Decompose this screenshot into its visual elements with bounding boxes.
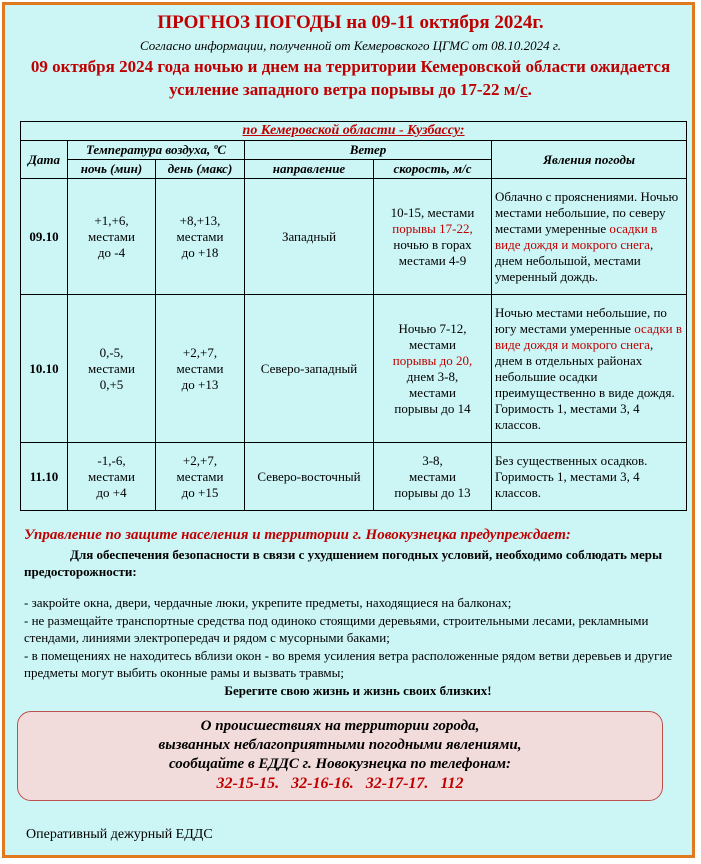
- row-day-temp: +2,+7, местами до +13: [156, 295, 245, 443]
- row-date: 11.10: [21, 443, 68, 511]
- alert-text: [0, 55, 701, 101]
- table-row: [21, 179, 687, 295]
- row-wind-direction: Северо-восточный: [245, 443, 374, 511]
- contact-line-1: О происшествиях на территории города,: [200, 718, 480, 734]
- row-night-temp: -1,-6, местами до +4: [68, 443, 156, 511]
- row-day-temp: +2,+7, местами до +15: [156, 443, 245, 511]
- row-night-temp: 0,-5, местами 0,+5: [68, 295, 156, 443]
- warning-section: [24, 527, 679, 580]
- header-day: день (макс): [156, 160, 245, 179]
- table-row: [21, 295, 687, 443]
- safety-list: [24, 594, 692, 699]
- header-wind: Ветер: [245, 141, 492, 160]
- row-wind-speed: Ночью 7-12, местами порывы до 20, днем 3-8, местами порывы до 14: [374, 295, 492, 443]
- table-caption: по Кемеровской области - Кузбассу:: [21, 122, 687, 141]
- row-day-temp: +8,+13, местами до +18: [156, 179, 245, 295]
- alert-line-2: усиление западного ветра порывы до 17-22 м/с.: [169, 80, 532, 99]
- warning-heading: Управление по защите населения и территории г. Новокузнецка предупреждает:: [24, 527, 571, 543]
- phone-numbers: 32-15-15. 32-16-16. 32-17-17. 112: [216, 775, 464, 792]
- page-title: ПРОГНОЗ ПОГОДЫ на 09-11 октября 2024г.: [157, 12, 544, 33]
- forecast-table: [20, 121, 687, 511]
- header-phenomena: Явления погоды: [492, 141, 687, 179]
- closing-line: Берегите свою жизнь и жизнь своих близких!: [224, 682, 492, 698]
- row-night-temp: +1,+6, местами до -4: [68, 179, 156, 295]
- header-speed: скорость, м/с: [374, 160, 492, 179]
- list-item: - не размещайте транспортные средства под одиноко стоящими деревьями, строительными лесами, рекламными стендами, линиями электропередач и рядом с мусорными баками;: [24, 612, 649, 645]
- table-row: [21, 443, 687, 511]
- row-wind-direction: Северо-западный: [245, 295, 374, 443]
- header-night: ночь (мин): [68, 160, 156, 179]
- list-item: - в помещениях не находитесь вблизи окон - во время усиления ветра расположенные рядом ветви деревьев и другие предметы могут выбить оконные рамы и вызвать травмы;: [24, 647, 673, 680]
- row-weather: Ночью местами небольшие, по югу местами умеренные осадки в виде дождя и мокрого снега, днем в отдельных районах небольшие осадки преимущественно в виде дождя. Горимость 1, местами 3, 4 классов.: [492, 295, 687, 443]
- contact-line-2: вызванных неблагоприятными погодными явлениями,: [158, 737, 522, 753]
- row-date: 10.10: [21, 295, 68, 443]
- row-weather: Облачно с прояснениями. Ночью местами небольшие, по северу местами умеренные осадки в виде дождя и мокрого снега, днем небольшой, местами умеренный дождь.: [492, 179, 687, 295]
- contact-box: [17, 711, 663, 801]
- contact-line-3: сообщайте в ЕДДС г. Новокузнецка по телефонам:: [168, 756, 512, 772]
- source-note: Согласно информации, полученной от Кемеровского ЦГМС от 08.10.2024 г.: [139, 38, 562, 53]
- alert-line-1: 09 октября 2024 года ночью и днем на территории Кемеровской области ожидается: [30, 57, 671, 76]
- row-weather: Без существенных осадков. Горимость 1, местами 3, 4 классов.: [492, 443, 687, 511]
- row-wind-speed: 10-15, местами порывы 17-22, ночью в горах местами 4-9: [374, 179, 492, 295]
- header-temperature: Температура воздуха, ºС: [68, 141, 245, 160]
- warning-preface: Для обеспечения безопасности в связи с ухудшением погодных условий, необходимо соблюдать меры предосторожности:: [24, 547, 663, 579]
- list-item: - закройте окна, двери, чердачные люки, укрепите предметы, находящиеся на балконах;: [24, 595, 512, 610]
- header-direction: направление: [245, 160, 374, 179]
- duty-officer: Оперативный дежурный ЕДДС: [26, 827, 213, 842]
- row-wind-direction: Западный: [245, 179, 374, 295]
- header-date: Дата: [21, 141, 68, 179]
- row-wind-speed: 3-8, местами порывы до 13: [374, 443, 492, 511]
- row-date: 09.10: [21, 179, 68, 295]
